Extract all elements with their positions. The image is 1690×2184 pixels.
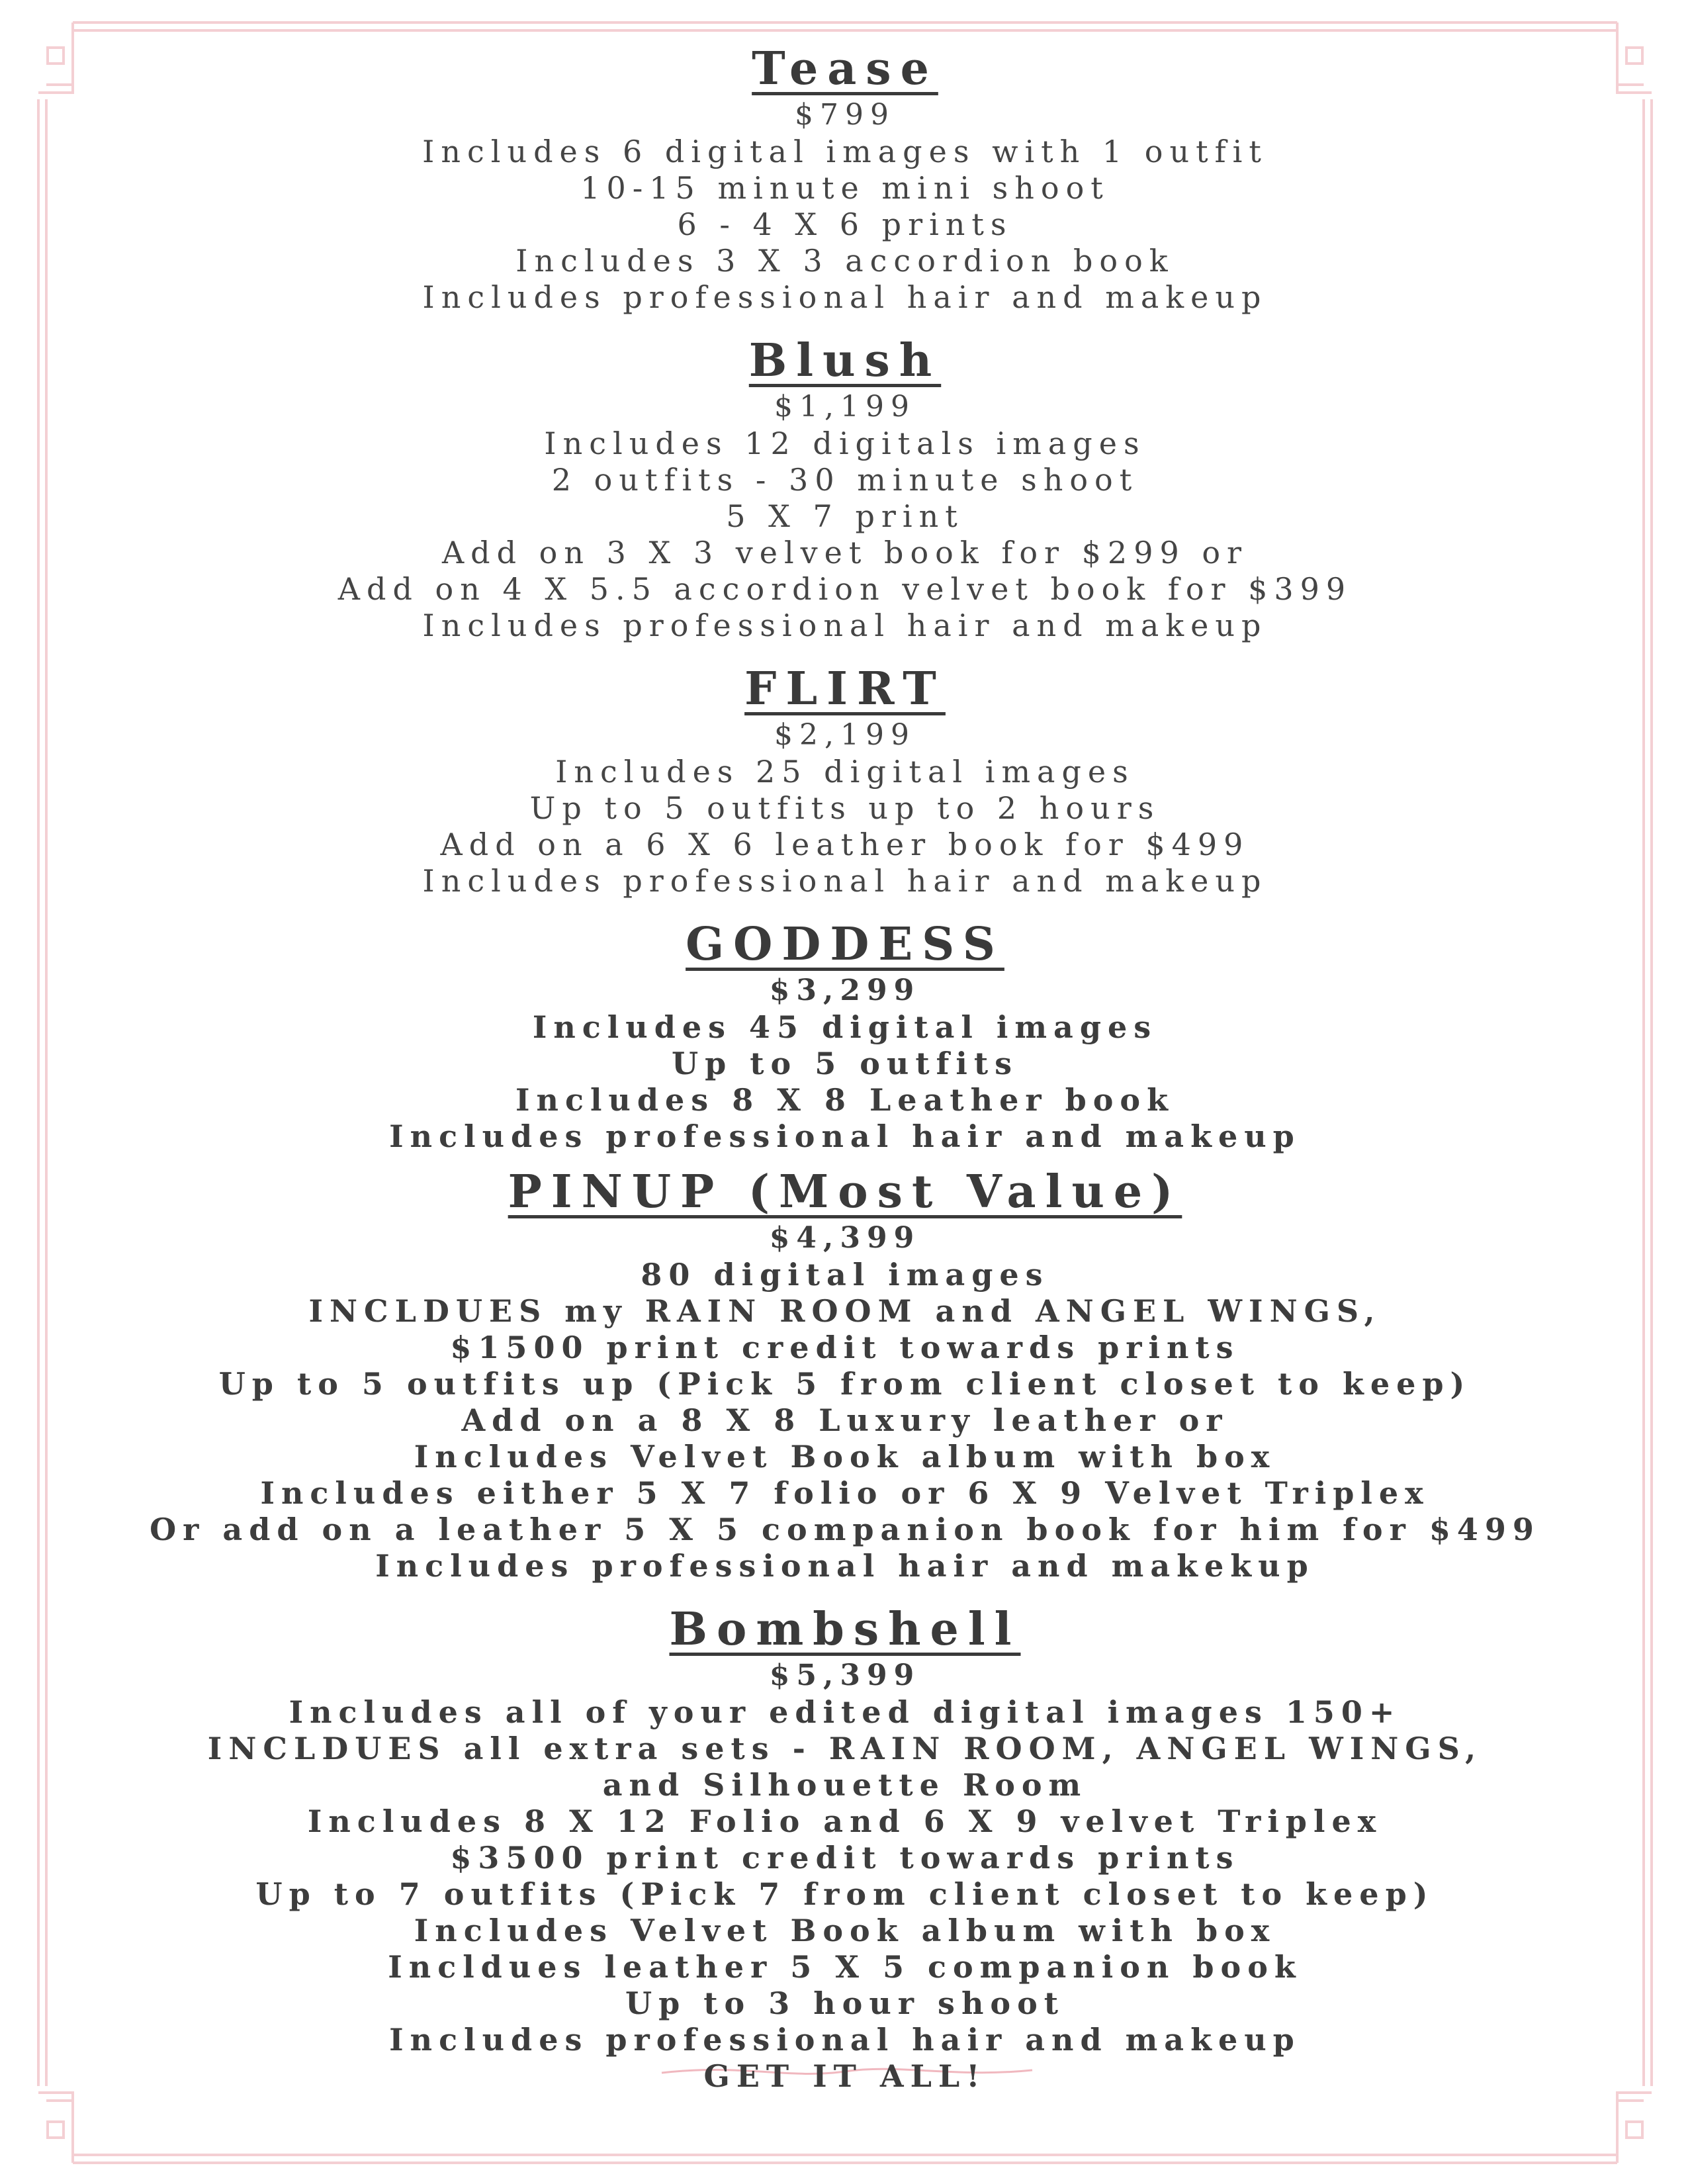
package-tease <box>99 41 1591 316</box>
package-line: Up to 5 outfits up (Pick 5 from client closet to keep) <box>218 1366 1472 1402</box>
package-title: GODDESS <box>686 918 1004 971</box>
package-title: FLIRT <box>744 662 946 715</box>
package-line: Includes either 5 X 7 folio or 6 X 9 Velvet Triplex <box>260 1475 1430 1511</box>
package-price: $799 <box>795 98 895 132</box>
package-line: Add on 4 X 5.5 accordion velvet book for $399 <box>337 571 1353 607</box>
package-line: $1500 print credit towards prints <box>450 1330 1240 1365</box>
price-list <box>99 41 1591 2095</box>
package-line: Includes Velvet Book album with box <box>414 1439 1276 1475</box>
package-line: Up to 5 outfits up to 2 hours <box>529 790 1161 826</box>
package-line: Includes 25 digital images <box>555 754 1135 790</box>
package-flirt <box>99 661 1591 899</box>
package-price: $4,399 <box>769 1221 921 1255</box>
package-line: and Silhouette Room <box>602 1767 1088 1803</box>
package-title: Blush <box>748 334 942 387</box>
package-line: 5 X 7 print <box>726 498 964 534</box>
package-line: Includes 6 digital images with 1 outfit <box>422 134 1268 169</box>
package-line: $3500 print credit towards prints <box>450 1840 1240 1876</box>
package-line: Includes 45 digital images <box>532 1009 1158 1045</box>
package-line: Up to 5 outfits <box>671 1046 1019 1081</box>
package-line: 10-15 minute mini shoot <box>580 170 1110 206</box>
package-line: Or add on a leather 5 X 5 companion book for him for $499 <box>150 1512 1540 1547</box>
package-line: 80 digital images <box>641 1257 1049 1293</box>
package-line: Includes professional hair and makeup <box>422 863 1268 899</box>
package-title: Bombshell <box>669 1603 1021 1656</box>
package-line: Includes professional hair and makekup <box>375 1548 1315 1584</box>
package-line: INCLDUES all extra sets - RAIN ROOM, ANGEL WINGS, <box>207 1731 1483 1766</box>
package-line: Includes professional hair and makeup <box>389 1118 1301 1154</box>
package-goddess <box>99 917 1591 1155</box>
package-line: Includes Velvet Book album with box <box>414 1913 1276 1948</box>
package-line: 6 - 4 X 6 prints <box>677 206 1013 242</box>
package-line: Incldues leather 5 X 5 companion book <box>388 1949 1302 1985</box>
package-line: 2 outfits - 30 minute shoot <box>551 462 1139 498</box>
package-line: Add on 3 X 3 velvet book for $299 or <box>441 535 1249 570</box>
package-price: $1,199 <box>774 390 916 424</box>
package-line: Up to 3 hour shoot <box>625 1985 1065 2021</box>
package-line: Includes 8 X 12 Folio and 6 X 9 velvet Triplex <box>307 1803 1383 1839</box>
package-blush <box>99 333 1591 644</box>
package-line: Includes all of your edited digital images 150+ <box>289 1694 1401 1730</box>
package-pinup <box>99 1164 1591 1584</box>
package-line: Includes professional hair and makeup <box>422 279 1268 315</box>
package-line: Includes professional hair and makeup <box>389 2022 1301 2058</box>
package-title: PINUP (Most Value) <box>508 1165 1182 1218</box>
package-price: $3,299 <box>769 974 921 1007</box>
package-line: INCLDUES my RAIN ROOM and ANGEL WINGS, <box>308 1293 1382 1329</box>
package-price: $5,399 <box>769 1659 921 1692</box>
package-tagline: GET IT ALL! <box>703 2058 987 2094</box>
package-line: Add on a 8 X 8 Luxury leather or <box>461 1402 1229 1438</box>
package-bombshell <box>99 1602 1591 2095</box>
package-line: Includes 12 digitals images <box>544 426 1146 461</box>
package-line: Add on a 6 X 6 leather book for $499 <box>440 827 1250 862</box>
package-line: Up to 7 outfits (Pick 7 from client closet to keep) <box>255 1876 1435 1912</box>
package-line: Includes professional hair and makeup <box>422 608 1268 643</box>
package-line: Includes 8 X 8 Leather book <box>515 1082 1175 1118</box>
package-line: Includes 3 X 3 accordion book <box>515 243 1175 279</box>
package-price: $2,199 <box>774 718 916 752</box>
package-title: Tease <box>752 42 938 95</box>
